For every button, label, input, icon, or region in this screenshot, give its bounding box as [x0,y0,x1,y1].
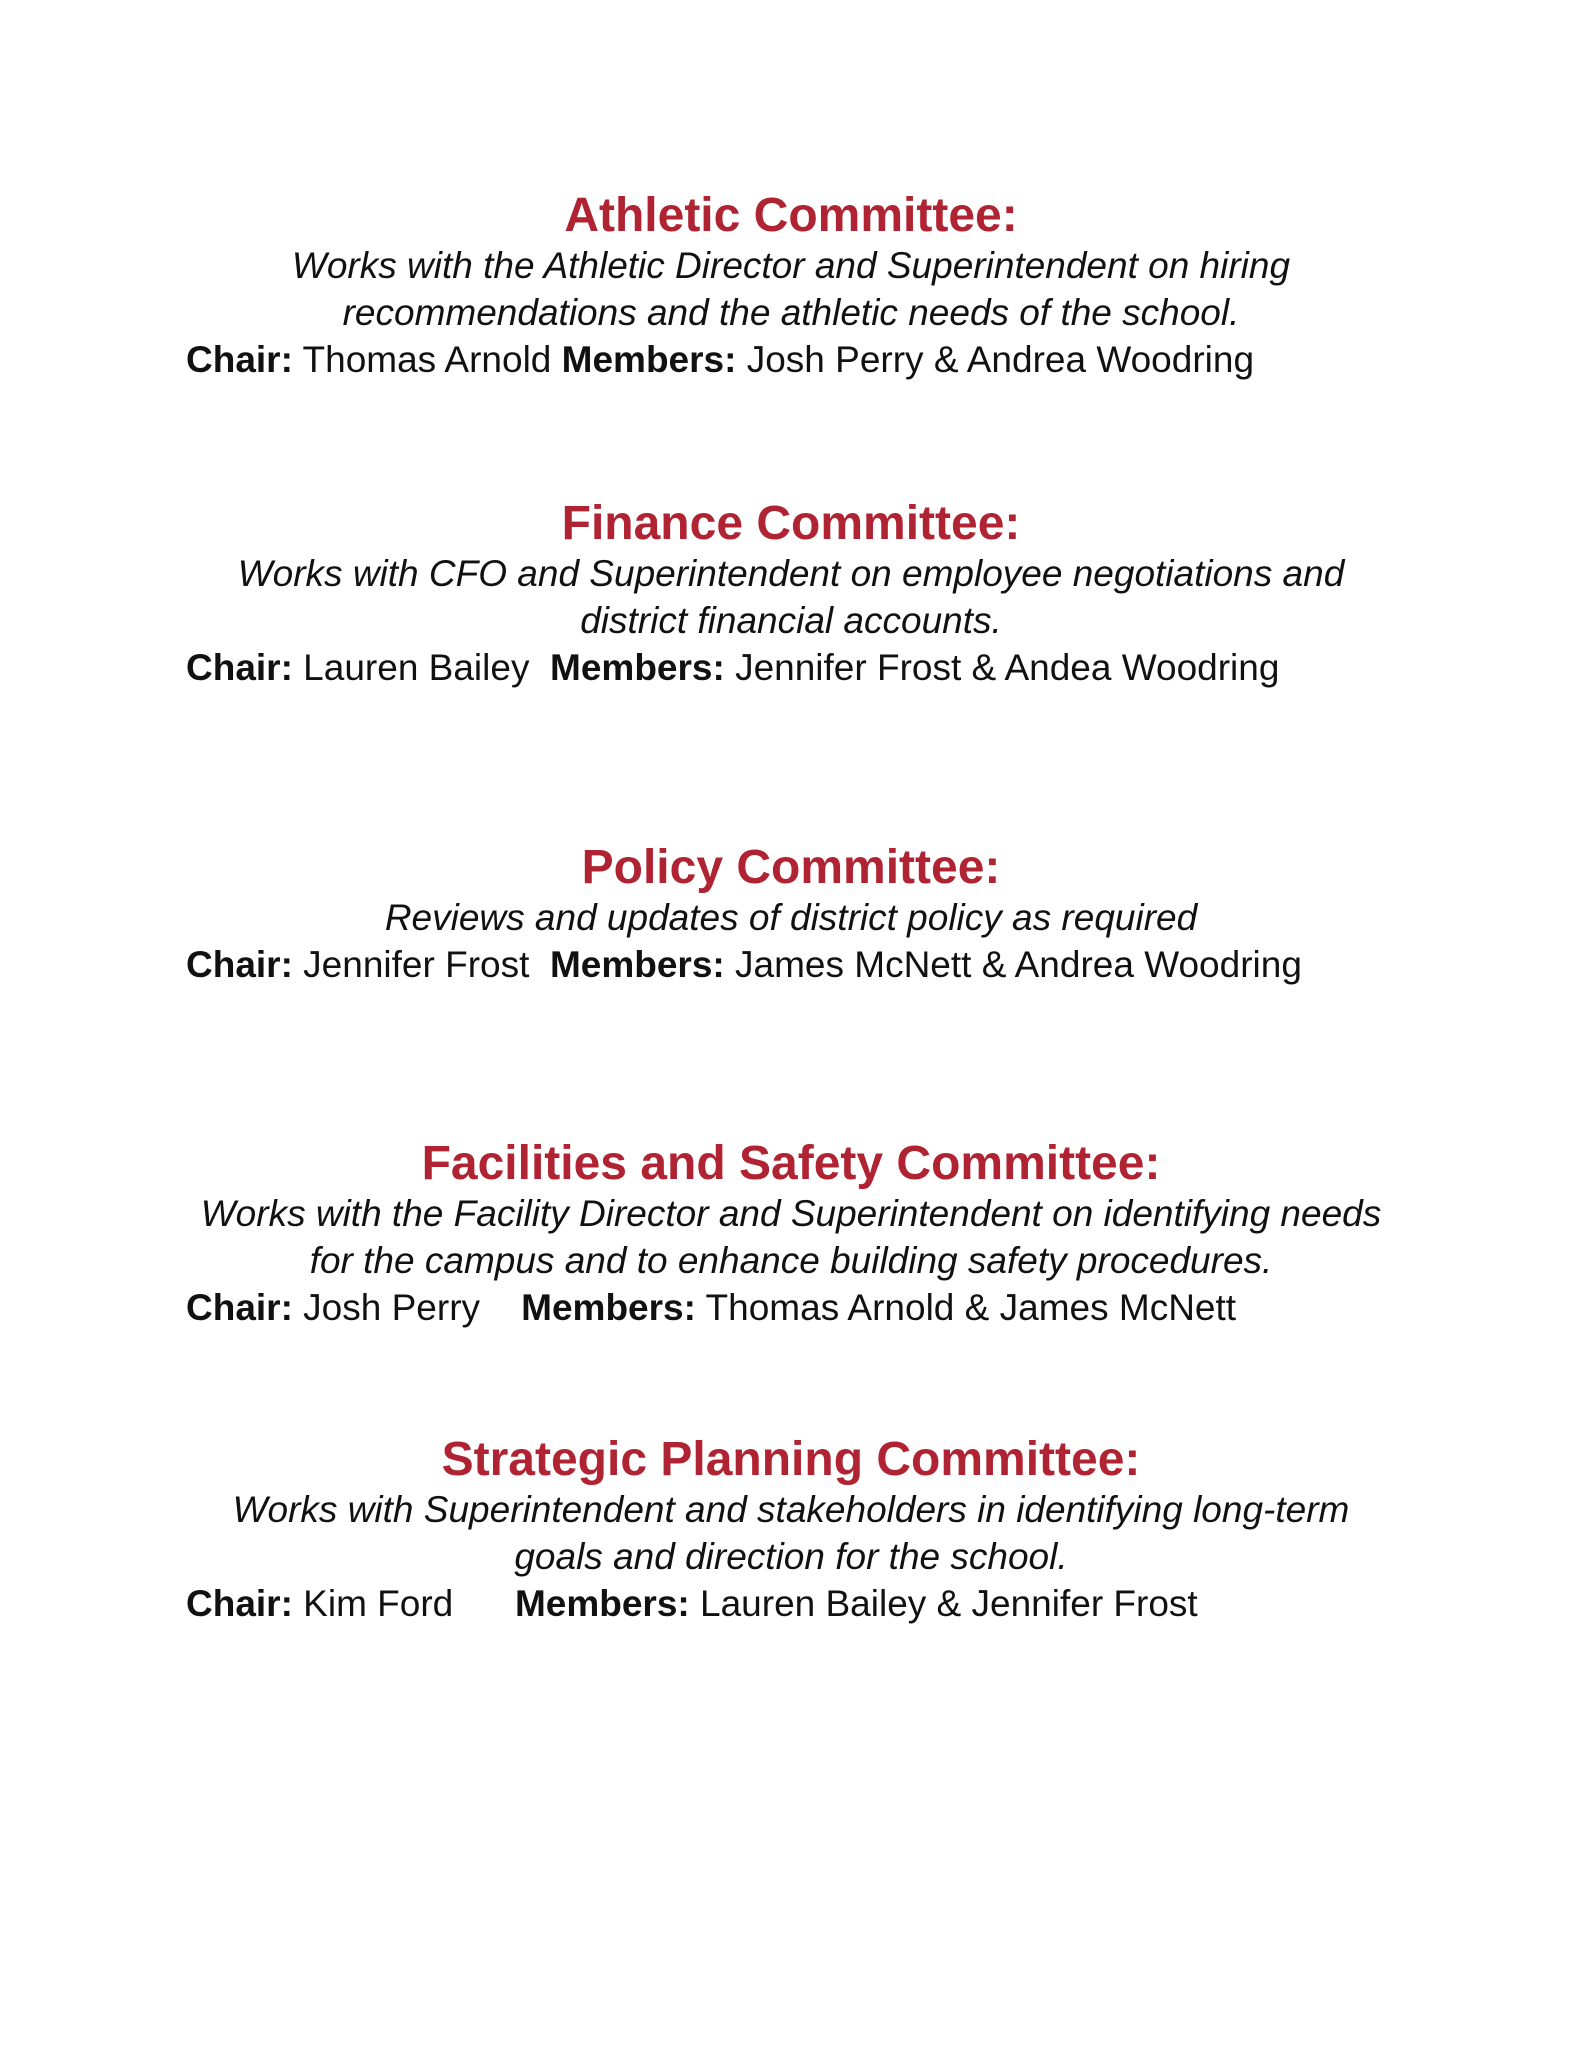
members-names: Thomas Arnold & James McNett [695,1287,1237,1328]
finance-committee-section [186,498,1396,691]
athletic-committee-section [186,190,1396,383]
chair-name: Kim Ford [292,1583,515,1624]
committee-roster [186,336,1396,383]
chair-name: Lauren Bailey [292,647,551,688]
chair-label: Chair: [186,1287,293,1328]
committee-description: Reviews and updates of district policy as required [384,897,1198,938]
facilities-safety-committee-section [186,1138,1396,1331]
chair-label: Chair: [186,339,293,380]
committee-roster [186,941,1396,988]
members-label: Members: [550,647,725,688]
committee-roster [186,644,1396,691]
members-names: Jennifer Frost & Andea Woodring [724,647,1280,688]
committee-roster [186,1284,1396,1331]
members-label: Members: [514,1583,690,1624]
committee-description: Works with Superintendent and stakeholders in identifying long-term goals and direction for the school. [232,1489,1350,1577]
strategic-planning-committee-section [186,1434,1396,1627]
committee-description: Works with CFO and Superintendent on employee negotiations and district financial accounts. [237,553,1345,641]
committee-title: Finance Committee: [561,497,1021,550]
committee-title: Athletic Committee: [564,189,1018,242]
committee-description: Works with the Facility Director and Superintendent on identifying needs for the campus and to enhance building safety procedures. [200,1193,1382,1281]
members-label: Members: [549,944,725,985]
policy-committee-section [186,842,1396,988]
members-names: Lauren Bailey & Jennifer Frost [689,1583,1198,1624]
members-label: Members: [521,1287,696,1328]
chair-name: Thomas Arnold [292,339,562,380]
committee-description: Works with the Athletic Director and Superintendent on hiring recommendations and the athletic needs of the school. [291,245,1291,333]
chair-label: Chair: [186,1583,293,1624]
members-names: Josh Perry & Andrea Woodring [736,339,1255,380]
members-names: James McNett & Andrea Woodring [724,944,1302,985]
committee-title: Facilities and Safety Committee: [421,1137,1161,1190]
committee-title: Strategic Planning Committee: [441,1433,1141,1486]
committee-roster [186,1580,1396,1627]
members-label: Members: [561,339,737,380]
chair-name: Josh Perry [292,1287,522,1328]
chair-name: Jennifer Frost [292,944,550,985]
chair-label: Chair: [186,647,293,688]
chair-label: Chair: [186,944,293,985]
committee-title: Policy Committee: [581,841,1001,894]
